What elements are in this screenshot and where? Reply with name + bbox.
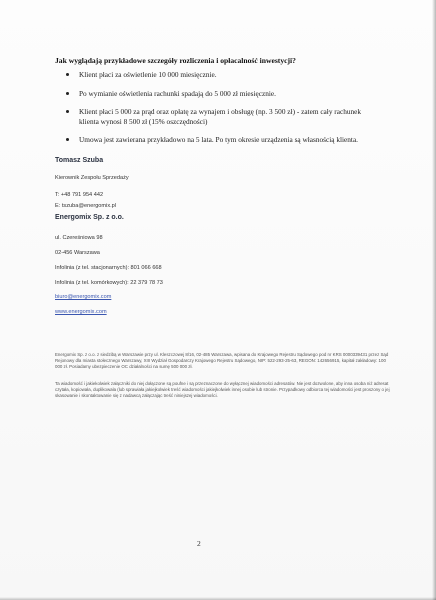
contact-email: E: tszuba@energomix.pl xyxy=(55,203,117,209)
contact-name: Tomasz Szuba xyxy=(55,157,104,164)
page-number: 2 xyxy=(197,539,201,548)
bullet-item: Umowa jest zawierana przykładowo na 5 lata. Po tym okresie urządzenia są własnością klienta. xyxy=(55,135,375,145)
contact-phone: T: +48 791 954 442 xyxy=(55,192,104,198)
section-heading: Jak wyglądają przykładowe szczegóły rozliczenia i opłacalność inwestycji? xyxy=(55,56,296,65)
bullet-item: Po wymianie oświetlenia rachunki spadają do 5 000 zł miesięcznie. xyxy=(55,89,375,99)
infoline-landline: Infolinia (z tel. stacjonarnych): 801 066 668 xyxy=(55,265,162,271)
confidentiality-notice: Ta wiadomość i jakiekolwiek załączniki do niej dołączone są poufne i są przeznaczone do wyłącznej wiadomości adresatów. Nie jest dozwolone, aby inna osoba niż adresat czytała, kopiowała, duplikowała (lub sprawiała jakiejkolwiek treść wiadomości jakiejkolwiek innej osobie lub stronie. Przypadkowy odbiorca tej wiadomości jest proszony o jej skasowanie i skontaktowanie się z nadawcą załączając treść niniejszej wiadomości. xyxy=(55,381,390,399)
company-street: ul. Czereśniowa 98 xyxy=(55,235,103,241)
website-link[interactable]: www.energomix.com xyxy=(55,309,107,315)
bullet-item: Klient płaci 5 000 za prąd oraz opłatę za wynajem i obsługę (np. 3 500 zł) - zatem cały rachunek klienta wynosi 8 500 zł (15% oszczędności) xyxy=(55,107,375,126)
scan-edge-shadow xyxy=(432,0,436,600)
contact-role: Kierownik Zespołu Sprzedaży xyxy=(55,175,129,181)
bullet-list xyxy=(55,70,375,145)
company-name: Energomix Sp. z o.o. xyxy=(55,214,124,221)
office-email-link[interactable]: biuro@energomix.com xyxy=(55,294,112,300)
registration-footer: Energomix Sp. z o.o. z siedzibą w Warszawie przy ul. Kleszczowej 8/16, 02-485 Warszawa, wpisana do Krajowego Rejestru Sądowego pod nr KRS 0000339431 przez Sąd Rejonowy dla miasta stołecznego Warszawy, XIII Wydział Gospodarczy Krajowego Rejestru Sądowego, NIP: 522-293-25-63, REGON: 142656915, kapitał zakładowy: 100 000 zł. Posiadamy ubezpieczenie OC działalności na sumę 500 000 zł. xyxy=(55,352,389,370)
infoline-mobile: Infolinia (z tel. komórkowych): 22 379 78 73 xyxy=(55,280,163,286)
bullet-item: Klient płaci za oświetlenie 10 000 miesięcznie. xyxy=(55,70,375,80)
company-city: 02-456 Warszawa xyxy=(55,250,100,256)
